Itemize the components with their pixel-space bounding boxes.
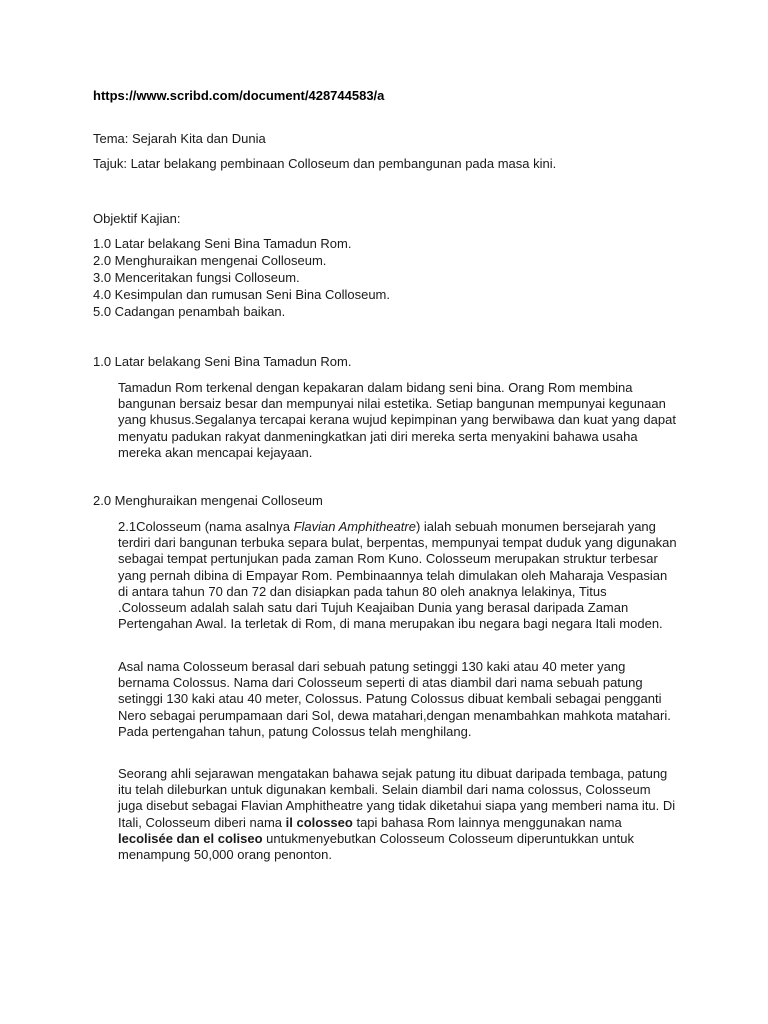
section2-paragraph-1: [118, 519, 678, 632]
section2-p3-part-c: untukmenyebutkan Colosseum Colosseum diperuntukkan untuk menampung 50,000 orang penonton.: [118, 830, 634, 863]
tema-line: Tema: Sejarah Kita dan Dunia: [93, 131, 266, 146]
objektif-list: [93, 235, 390, 320]
section2-p3-text: [118, 766, 678, 863]
section2-p3-bold-1: il colosseo: [285, 814, 353, 830]
section2-heading: 2.0 Menghuraikan mengenai Colloseum: [93, 493, 323, 508]
section2-paragraph-2: [118, 659, 678, 740]
objektif-item: 2.0 Menghuraikan mengenai Colloseum.: [93, 253, 327, 268]
section2-paragraph-3: [118, 766, 678, 863]
section2-p1-part-a: 2.1Colosseum (nama asalnya: [118, 519, 294, 534]
section2-p2-text: Asal nama Colosseum berasal dari sebuah patung setinggi 130 kaki atau 40 meter yang bernama Colossus. Nama dari Colosseum seperti di atas diambil dari nama sebuah patung setinggi 130 kaki atau 40 meter, Colossus. Patung Colossus dibuat kembali sebagai pengganti Nero sebagai perumpamaan dari Sol, dewa matahari,dengan menambahkan mahkota matahari. Pada pertengahan tahun, patung Colossus telah menghilang.: [118, 659, 671, 739]
tajuk-line: Tajuk: Latar belakang pembinaan Colloseum dan pembangunan pada masa kini.: [93, 156, 557, 171]
section1-text: Tamadun Rom terkenal dengan kepakaran dalam bidang seni bina. Orang Rom membina bangunan bersaiz besar dan mempunyai nilai estetika. Setiap bangunan mempunyai kegunaan yang khusus.Segalanya tercapai kerana wujud kepimpinan yang berwibawa dan kuat yang dapat menyatu padukan rakyat danmeningkatkan jati diri mereka serta menyakini bahawa usaha mereka akan mencapai kejayaan.: [118, 380, 676, 460]
objektif-item: 4.0 Kesimpulan dan rumusan Seni Bina Colloseum.: [93, 287, 391, 302]
section2-p3-part-b: tapi bahasa Rom lainnya menggunakan nama: [352, 814, 622, 830]
objektif-heading: Objektif Kajian:: [93, 211, 181, 226]
section2-p1-text: [118, 519, 678, 632]
document-url[interactable]: https://www.scribd.com/document/428744583/a: [93, 88, 385, 103]
section1-paragraph: [118, 380, 678, 461]
section2-p1-part-b: ) ialah sebuah monumen bersejarah yang terdiri dari bangunan terbuka separa bulat, berpentas, mempunyai tempat duduk yang digunakan sebagai tempat pertunjukan pada zaman Rom Kuno. Colosseum merupakan struktur terbesar yang pernah dibina di Empayar Rom. Pembinaannya telah dimulakan oleh Maharaja Vespasian di antara tahun 70 dan 72 dan disiapkan pada tahun 80 oleh anaknya lelakinya, Titus .Colosseum adalah salah satu dari Tujuh Keajaiban Dunia yang berasal daripada Zaman Pertengahan Awal. Ia terletak di Rom, di mana merupakan ibu negara bagi negara Itali moden.: [118, 519, 677, 632]
objektif-item: 5.0 Cadangan penambah baikan.: [93, 304, 286, 319]
section2-p3-bold-2: lecolisée dan el coliseo: [118, 830, 263, 846]
objektif-item: 3.0 Menceritakan fungsi Colloseum.: [93, 270, 300, 285]
section2-p3-part-a: Seorang ahli sejarawan mengatakan bahawa sejak patung itu dibuat daripada tembaga, patung itu telah dileburkan untuk digunakan kembali. Selain diambil dari nama colossus, Colosseum juga disebut sebagai Flavian Amphitheatre yang tidak diketahui siapa yang memberi nama itu. Di Itali, Colosseum diberi nama: [118, 766, 676, 830]
section2-p1-italic: Flavian Amphitheatre: [293, 519, 416, 534]
section1-heading: 1.0 Latar belakang Seni Bina Tamadun Rom.: [93, 354, 352, 369]
objektif-item: 1.0 Latar belakang Seni Bina Tamadun Rom.: [93, 236, 352, 251]
